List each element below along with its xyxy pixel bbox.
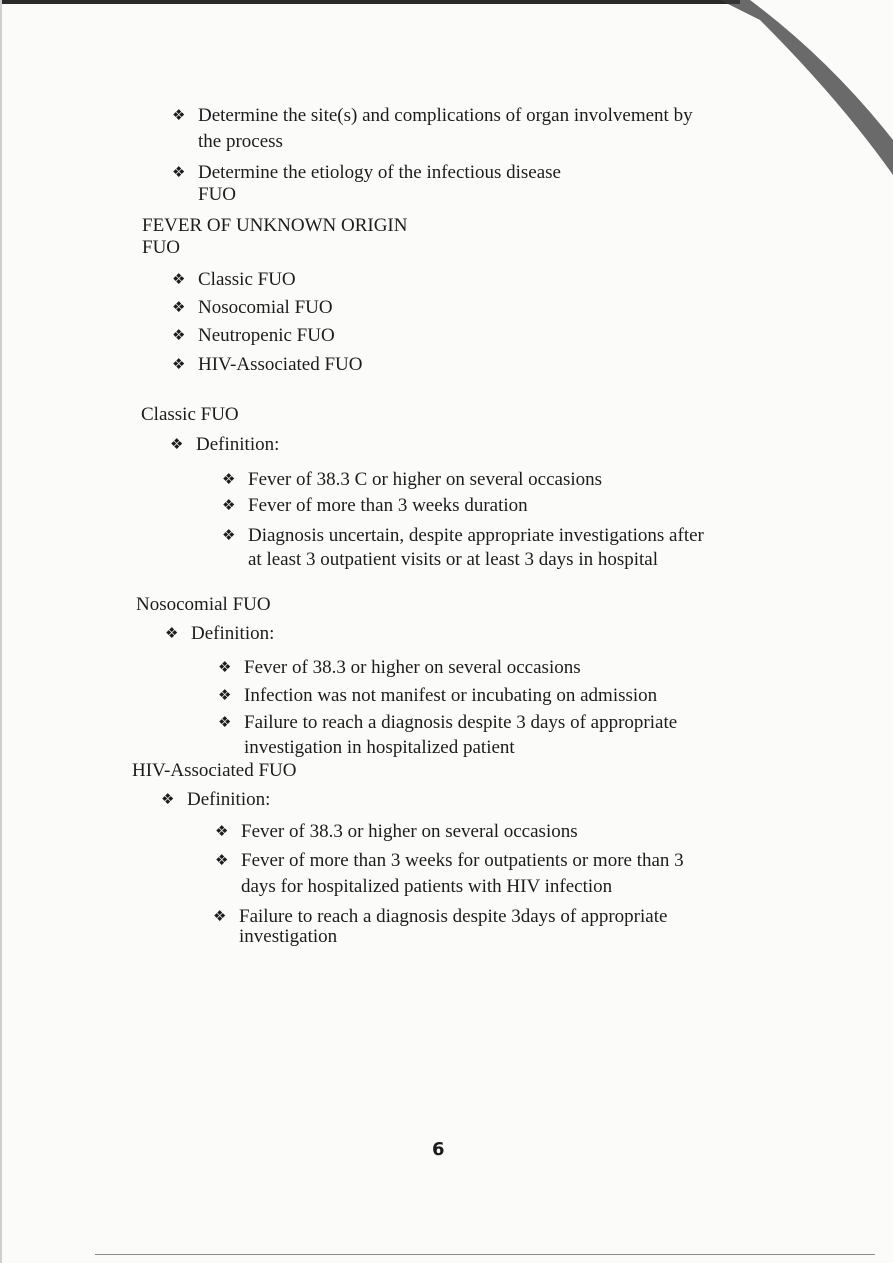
definition-label-text: Definition: [191, 623, 275, 644]
criterion-text: Fever of more than 3 weeks for outpatients or more than 3 [241, 850, 684, 871]
category-item-text: Nosocomial FUO [198, 297, 333, 318]
intro-item-site-text: Determine the site(s) and complications of organ involvement by [198, 105, 693, 126]
category-item-text: HIV-Associated FUO [198, 354, 363, 375]
bullet-icon: ❖ [215, 822, 229, 840]
nosocomial-criterion [218, 656, 581, 679]
classic-criterion [222, 524, 704, 547]
hiv-criterion-cont: investigation [239, 926, 338, 947]
folded-corner-shadow [720, 0, 893, 180]
classic-criterion [222, 494, 528, 517]
bullet-icon: ❖ [218, 686, 232, 704]
category-item-text: Classic FUO [198, 269, 296, 290]
nosocomial-criterion-cont: investigation in hospitalized patient [244, 737, 515, 758]
bullet-icon: ❖ [172, 355, 186, 373]
definition-label-text: Definition: [196, 434, 280, 455]
bullet-icon: ❖ [172, 163, 186, 181]
criterion-text: Fever of more than 3 weeks duration [248, 495, 528, 516]
category-item [172, 268, 296, 291]
bullet-icon: ❖ [172, 106, 186, 124]
category-item-text: Neutropenic FUO [198, 325, 335, 346]
nosocomial-criterion [218, 711, 677, 734]
scan-edge-top [0, 0, 740, 4]
criterion-text: Fever of 38.3 or higher on several occasions [241, 821, 578, 842]
category-item [172, 296, 333, 319]
criterion-text: Fever of 38.3 C or higher on several occasions [248, 469, 603, 490]
classic-title: Classic FUO [141, 404, 239, 425]
bullet-icon: ❖ [218, 658, 232, 676]
bullet-icon: ❖ [213, 907, 227, 925]
section-heading: FEVER OF UNKNOWN ORIGIN [142, 215, 408, 236]
intro-item-etiology [172, 161, 561, 184]
intro-item-site-cont: the process [198, 131, 283, 152]
hiv-criterion [215, 849, 684, 872]
bullet-icon: ❖ [172, 270, 186, 288]
intro-item-etiology-text: Determine the etiology of the infectious disease [198, 162, 561, 183]
category-item [172, 353, 362, 376]
bullet-icon: ❖ [165, 624, 179, 642]
bullet-icon: ❖ [170, 435, 184, 453]
bullet-icon: ❖ [161, 790, 175, 808]
category-item [172, 324, 335, 347]
criterion-text: Diagnosis uncertain, despite appropriate investigations after [248, 525, 704, 546]
page-number: 6 [432, 1139, 445, 1160]
hiv-criterion [213, 905, 667, 928]
criterion-text: Failure to reach a diagnosis despite 3 days of appropriate [244, 712, 678, 733]
bullet-icon: ❖ [222, 496, 236, 514]
definition-label-text: Definition: [187, 789, 271, 810]
scan-edge-bottom [95, 1254, 875, 1255]
classic-definition-label [170, 433, 279, 456]
hiv-definition-label [161, 788, 270, 811]
criterion-text: Infection was not manifest or incubating on admission [244, 685, 658, 706]
criterion-text: Fever of 38.3 or higher on several occasions [244, 657, 581, 678]
classic-criterion-cont: at least 3 outpatient visits or at least 3 days in hospital [248, 549, 659, 570]
bullet-icon: ❖ [172, 298, 186, 316]
hiv-criterion-cont: days for hospitalized patients with HIV infection [241, 876, 613, 897]
intro-item-etiology-cont: FUO [198, 184, 237, 205]
classic-criterion [222, 468, 602, 491]
nosocomial-title: Nosocomial FUO [136, 594, 271, 615]
criterion-text: Failure to reach a diagnosis despite 3days of appropriate [239, 906, 668, 927]
bullet-icon: ❖ [222, 526, 236, 544]
nosocomial-criterion [218, 684, 657, 707]
bullet-icon: ❖ [172, 326, 186, 344]
intro-item-site [172, 104, 693, 127]
bullet-icon: ❖ [218, 713, 232, 731]
hiv-title: HIV-Associated FUO [132, 760, 297, 781]
scan-edge-left [0, 0, 2, 1263]
section-heading-abbr: FUO [142, 237, 181, 258]
bullet-icon: ❖ [222, 470, 236, 488]
nosocomial-definition-label [165, 622, 274, 645]
hiv-criterion [215, 820, 578, 843]
bullet-icon: ❖ [215, 851, 229, 869]
